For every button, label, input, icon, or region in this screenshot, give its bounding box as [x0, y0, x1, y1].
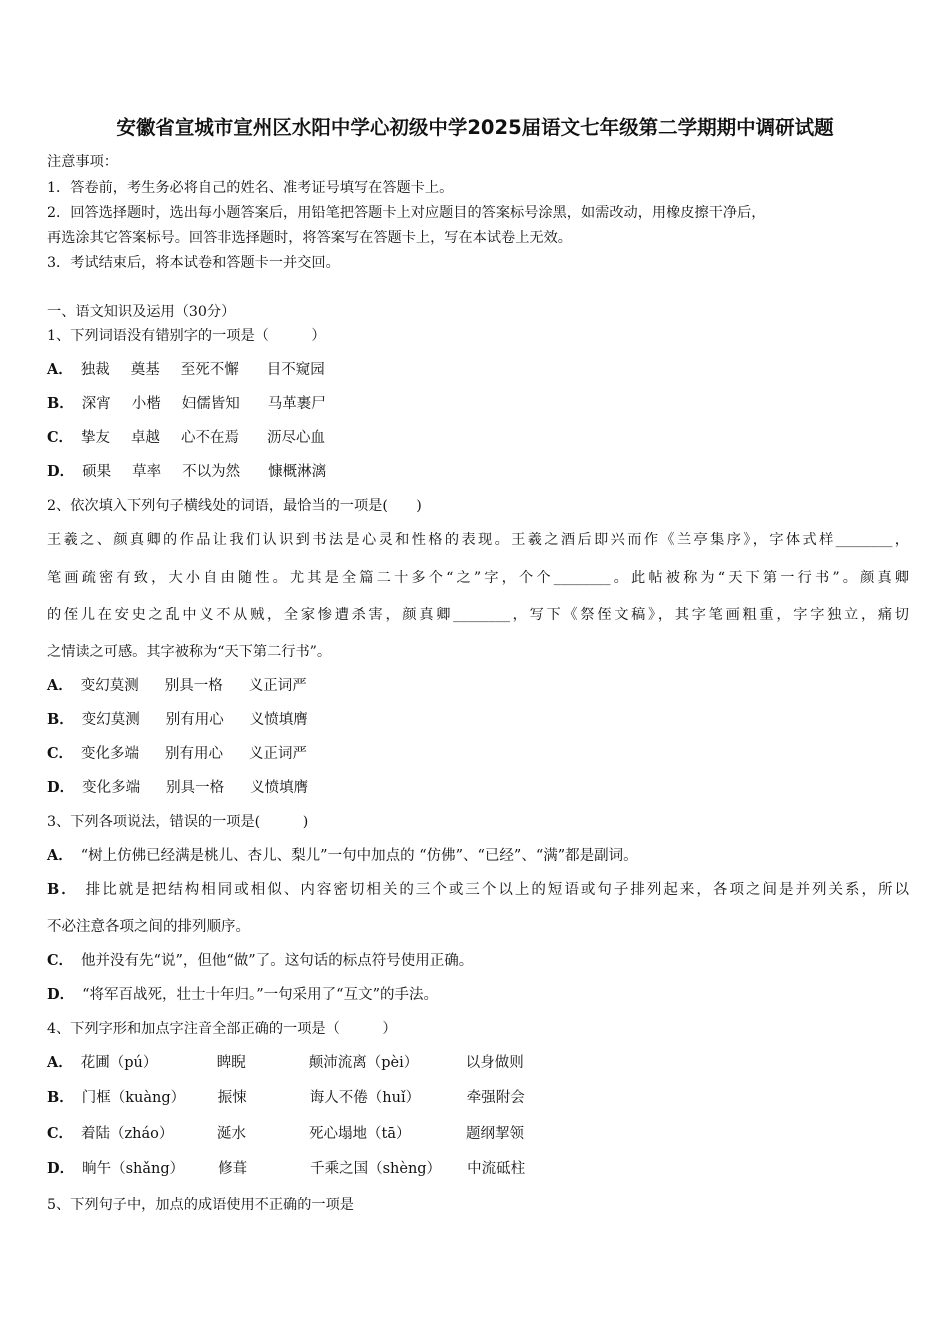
option-row	[47, 360, 325, 380]
option-word: 千乘之国（shèng）	[310, 1161, 442, 1177]
option-row	[47, 710, 308, 730]
option-word: 慷概淋漓	[268, 464, 327, 480]
option-word: 义正词严	[248, 678, 307, 694]
option-word: 义愤填膺	[249, 712, 308, 728]
option-label: D．	[47, 779, 75, 796]
question-stem: 3、下列各项说法，错误的一项是( )	[47, 814, 309, 830]
option-row	[47, 428, 325, 448]
option-word: 妇儒皆知	[181, 396, 240, 412]
option-word: 义正词严	[249, 746, 308, 762]
option-row	[47, 985, 438, 1005]
option-row	[47, 778, 308, 798]
option-word: 颠沛流离（pèi）	[308, 1055, 419, 1071]
option-label: A．	[47, 847, 73, 864]
option-word: 别具一格	[166, 780, 225, 796]
option-word: 马革裹尸	[267, 396, 326, 412]
option-word: 奠基	[130, 362, 160, 378]
option-row	[47, 1124, 524, 1144]
option-word: 目不窥园	[266, 362, 325, 378]
option-label: B．	[47, 711, 74, 728]
option-word: 着陆（zháo）	[81, 1126, 174, 1142]
option-word: 硕果	[82, 464, 112, 480]
option-row	[47, 1159, 525, 1179]
option-word: 变幻莫测	[81, 712, 140, 728]
option-label: B．	[47, 395, 74, 412]
option-word: 至死不懈	[180, 362, 239, 378]
question-stem: 4、下列字形和加点字注音全部正确的一项是（ ）	[47, 1021, 397, 1037]
option-word: 花圃（pú）	[80, 1055, 158, 1071]
option-word: 晌午（shǎng）	[82, 1161, 185, 1177]
option-word: 卓越	[131, 430, 161, 446]
option-word: 义愤填膺	[250, 780, 309, 796]
option-word: 变幻莫测	[80, 678, 139, 694]
option-word: 诲人不倦（huǐ）	[309, 1090, 421, 1106]
question-stem: 1、下列词语没有错别字的一项是（ ）	[47, 328, 326, 344]
option-row	[47, 744, 307, 764]
notice-heading: 注意事项：	[47, 154, 118, 170]
option-word: 修葺	[218, 1161, 248, 1177]
option-label: C．	[47, 1125, 74, 1142]
option-word: 变化多端	[81, 746, 140, 762]
option-row	[47, 951, 473, 971]
option-row	[47, 394, 326, 414]
option-label: D．	[47, 986, 75, 1003]
option-word: 沥尽心血	[267, 430, 326, 446]
option-word: 草率	[132, 464, 162, 480]
option-word: 挚友	[81, 430, 111, 446]
option-word: 死心塌地（tā）	[309, 1126, 411, 1142]
option-word: 别有用心	[165, 746, 224, 762]
option-label: B．	[47, 1089, 74, 1106]
option-word: 题纲挈领	[466, 1126, 525, 1142]
notice-item: 2．回答选择题时，选出每小题答案后，用铅笔把答题卡上对应题目的答案标号涂黑，如需改动，用橡皮擦干净后，	[47, 205, 766, 221]
option-word: 深宵	[81, 396, 111, 412]
passage-line: 王羲之、颜真卿的作品让我们认识到书法是心灵和性格的表现。王羲之酒后即兴而作《兰亭集序》，字体式样________，	[47, 532, 909, 548]
option-row	[47, 676, 307, 696]
option-word: 心不在焉	[181, 430, 240, 446]
option-row	[47, 462, 326, 482]
passage-line: 笔画疏密有致，大小自由随性。尤其是全篇二十多个“之”字，个个________。此帖被称为“天下第一行书”。颜真卿	[47, 570, 909, 586]
option-label: B．	[47, 881, 78, 898]
passage-line: 的侄儿在安史之乱中义不从贼，全家惨遭杀害，颜真卿________，写下《祭侄文稿》，其字笔画粗重，字字独立，痛切	[47, 607, 909, 623]
option-text: 他并没有先“说”，但他“做”了。这句话的标点符号使用正确。	[81, 953, 474, 969]
option-label: C．	[47, 952, 74, 969]
question-stem: 2、依次填入下列句子横线处的词语，最恰当的一项是( )	[47, 498, 422, 514]
option-word: 中流砥柱	[467, 1161, 526, 1177]
option-word: 小楷	[131, 396, 161, 412]
option-word: 变化多端	[82, 780, 141, 796]
page-title: 安徽省宣城市宣州区水阳中学心初级中学2025届语文七年级第二学期期中调研试题	[116, 116, 834, 139]
option-word: 以身做则	[465, 1055, 524, 1071]
option-row	[47, 1088, 525, 1108]
option-text: 排比就是把结构相同或相似、内容密切相关的三个或三个以上的短语或句子排列起来，各项之间是并列关系，所以	[85, 882, 909, 898]
option-row	[47, 1053, 524, 1073]
option-label: C．	[47, 745, 74, 762]
option-text: “树上仿佛已经满是桃儿、杏儿、梨儿”一句中加点的 “仿佛”、“已经”、“满”都是副词。	[80, 848, 638, 864]
option-label: C．	[47, 429, 74, 446]
option-label: D．	[47, 463, 75, 480]
section-heading: 一、语文知识及运用（30分）	[47, 304, 236, 320]
notice-item: 3．考试结束后，将本试卷和答题卡一并交回。	[47, 255, 340, 271]
option-word: 睥睨	[216, 1055, 246, 1071]
option-text: “将军百战死，壮士十年归。”一句采用了“互文”的手法。	[82, 987, 438, 1003]
option-word: 门框（kuàng）	[81, 1090, 186, 1106]
option-word: 涎水	[217, 1126, 247, 1142]
option-word: 别具一格	[164, 678, 223, 694]
option-row	[47, 846, 638, 866]
notice-item: 再选涂其它答案标号。回答非选择题时，将答案写在答题卡上，写在本试卷上无效。	[47, 230, 572, 246]
option-label: A．	[47, 361, 73, 378]
option-continuation: 不必注意各项之间的排列顺序。	[47, 919, 250, 935]
option-word: 不以为然	[182, 464, 241, 480]
passage-line: 之情读之可感。其字被称为“天下第二行书”。	[47, 644, 332, 660]
option-word: 牵强附会	[466, 1090, 525, 1106]
option-word: 独裁	[80, 362, 110, 378]
option-label: A．	[47, 677, 73, 694]
option-word: 别有用心	[165, 712, 224, 728]
option-label: D．	[47, 1160, 75, 1177]
question-stem: 5、下列句子中，加点的成语使用不正确的一项是	[47, 1197, 354, 1213]
notice-item: 1．答卷前，考生务必将自己的姓名、准考证号填写在答题卡上。	[47, 180, 454, 196]
option-word: 振悚	[217, 1090, 247, 1106]
option-row	[47, 880, 909, 900]
option-label: A．	[47, 1054, 73, 1071]
